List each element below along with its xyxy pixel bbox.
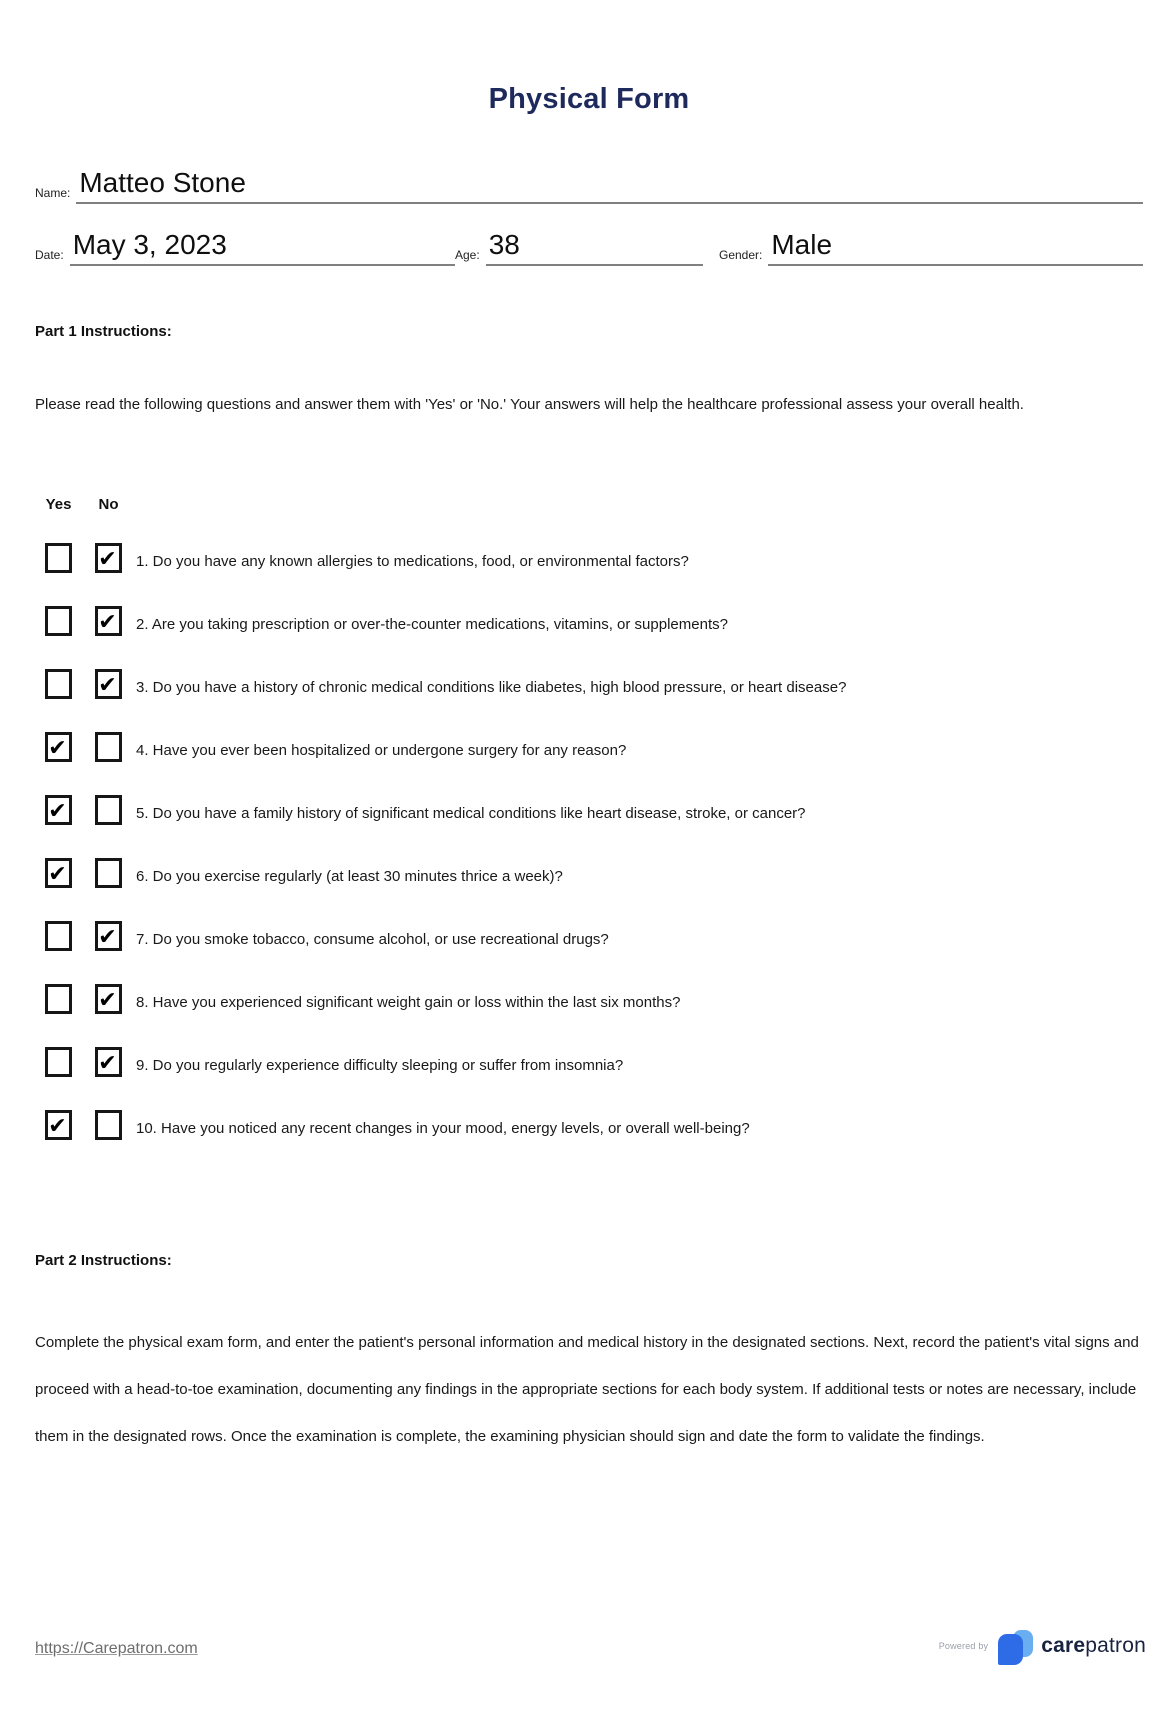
brand-text-patron: patron bbox=[1085, 1634, 1146, 1657]
brand-text-care: care bbox=[1041, 1634, 1086, 1657]
name-label: Name: bbox=[35, 186, 71, 200]
yes-checkbox[interactable] bbox=[45, 732, 72, 762]
question-text: 8. Have you experienced significant weight gain or loss within the last six months? bbox=[136, 993, 681, 1011]
question-row bbox=[35, 1110, 1143, 1140]
part1-heading: Part 1 Instructions: bbox=[35, 323, 172, 340]
checkmark-icon: ✔ bbox=[98, 987, 117, 1012]
yes-no-header bbox=[35, 496, 1143, 513]
checkmark-icon: ✔ bbox=[98, 924, 117, 949]
yes-checkbox[interactable] bbox=[45, 984, 72, 1014]
checkmark-icon: ✔ bbox=[48, 861, 67, 886]
question-text: 2. Are you taking prescription or over-the-counter medications, vitamins, or supplements? bbox=[136, 615, 728, 633]
name-value: Matteo Stone bbox=[79, 166, 246, 198]
gender-value: Male bbox=[771, 228, 833, 260]
name-field[interactable] bbox=[76, 158, 1143, 204]
question-row bbox=[35, 543, 1143, 573]
carepatron-wordmark bbox=[1041, 1634, 1146, 1658]
yes-checkbox[interactable] bbox=[45, 606, 72, 636]
question-row bbox=[35, 858, 1143, 888]
yes-checkbox[interactable] bbox=[45, 543, 72, 573]
age-label: Age: bbox=[455, 248, 480, 262]
yes-checkbox[interactable] bbox=[45, 795, 72, 825]
no-checkbox[interactable] bbox=[95, 921, 122, 951]
yes-checkbox[interactable] bbox=[45, 669, 72, 699]
checkmark-icon: ✔ bbox=[48, 1113, 67, 1138]
question-text: 7. Do you smoke tobacco, consume alcohol, or use recreational drugs? bbox=[136, 930, 609, 948]
powered-by-label: Powered by bbox=[938, 1641, 989, 1651]
yes-checkbox[interactable] bbox=[45, 1047, 72, 1077]
powered-by-brand bbox=[939, 1627, 1146, 1665]
part2-heading: Part 2 Instructions: bbox=[35, 1252, 172, 1269]
question-row bbox=[35, 606, 1143, 636]
date-field-group bbox=[35, 220, 455, 266]
date-field[interactable] bbox=[70, 220, 455, 266]
no-checkbox[interactable] bbox=[95, 984, 122, 1014]
gender-field-group bbox=[719, 220, 1143, 266]
yes-checkbox[interactable] bbox=[45, 858, 72, 888]
question-row bbox=[35, 732, 1143, 762]
question-row bbox=[35, 984, 1143, 1014]
question-text: 1. Do you have any known allergies to medications, food, or environmental factors? bbox=[136, 552, 689, 570]
question-text: 3. Do you have a history of chronic medical conditions like diabetes, high blood pressure, or heart disease? bbox=[136, 678, 847, 696]
no-checkbox[interactable] bbox=[95, 732, 122, 762]
meta-field-row bbox=[35, 220, 1143, 266]
no-checkbox[interactable] bbox=[95, 1047, 122, 1077]
carepatron-logo-icon bbox=[997, 1627, 1035, 1665]
question-text: 10. Have you noticed any recent changes in your mood, energy levels, or overall well-being? bbox=[136, 1119, 750, 1137]
logo-dark-bubble-shape bbox=[998, 1634, 1023, 1665]
no-checkbox[interactable] bbox=[95, 606, 122, 636]
question-row bbox=[35, 921, 1143, 951]
question-text: 5. Do you have a family history of significant medical conditions like heart disease, stroke, or cancer? bbox=[136, 804, 806, 822]
checkmark-icon: ✔ bbox=[98, 609, 117, 634]
no-checkbox[interactable] bbox=[95, 1110, 122, 1140]
yes-column-header: Yes bbox=[45, 496, 72, 513]
age-field-group bbox=[455, 220, 703, 266]
name-field-row bbox=[35, 158, 1143, 204]
checkmark-icon: ✔ bbox=[98, 672, 117, 697]
yes-checkbox[interactable] bbox=[45, 921, 72, 951]
part1-intro: Please read the following questions and answer them with 'Yes' or 'No.' Your answers will help the healthcare professional assess your overall health. bbox=[35, 396, 1024, 413]
gender-label: Gender: bbox=[719, 248, 763, 262]
gender-field[interactable] bbox=[768, 220, 1143, 266]
age-value: 38 bbox=[488, 228, 520, 260]
physical-form-page bbox=[0, 83, 1176, 1713]
age-field[interactable] bbox=[486, 220, 703, 266]
yes-checkbox[interactable] bbox=[45, 1110, 72, 1140]
date-label: Date: bbox=[35, 248, 64, 262]
date-value: May 3, 2023 bbox=[72, 228, 227, 260]
question-text: 4. Have you ever been hospitalized or undergone surgery for any reason? bbox=[136, 741, 627, 759]
checkmark-icon: ✔ bbox=[48, 798, 67, 823]
checkmark-icon: ✔ bbox=[48, 735, 67, 760]
question-text: 9. Do you regularly experience difficulty sleeping or suffer from insomnia? bbox=[136, 1056, 624, 1074]
question-row bbox=[35, 1047, 1143, 1077]
no-column-header: No bbox=[98, 496, 119, 513]
checkmark-icon: ✔ bbox=[98, 546, 117, 571]
questions-list bbox=[35, 543, 1143, 1140]
carepatron-link[interactable]: https://Carepatron.com bbox=[35, 1640, 198, 1657]
no-checkbox[interactable] bbox=[95, 795, 122, 825]
no-checkbox[interactable] bbox=[95, 669, 122, 699]
page-title: Physical Form bbox=[488, 83, 690, 115]
no-checkbox[interactable] bbox=[95, 858, 122, 888]
question-text: 6. Do you exercise regularly (at least 30 minutes thrice a week)? bbox=[136, 867, 563, 885]
no-checkbox[interactable] bbox=[95, 543, 122, 573]
question-row bbox=[35, 795, 1143, 825]
question-row bbox=[35, 669, 1143, 699]
part2-body: Complete the physical exam form, and enter the patient's personal information and medical history in the designated sections. Next, record the patient's vital signs and proceed with a head-to-toe examination, documenting any findings in the appropriate sections for each body system. If additional tests or notes are necessary, include them in the designated rows. Once the examination is complete, the examining physician should sign and date the form to validate the findings. bbox=[35, 1334, 1139, 1445]
checkmark-icon: ✔ bbox=[98, 1050, 117, 1075]
